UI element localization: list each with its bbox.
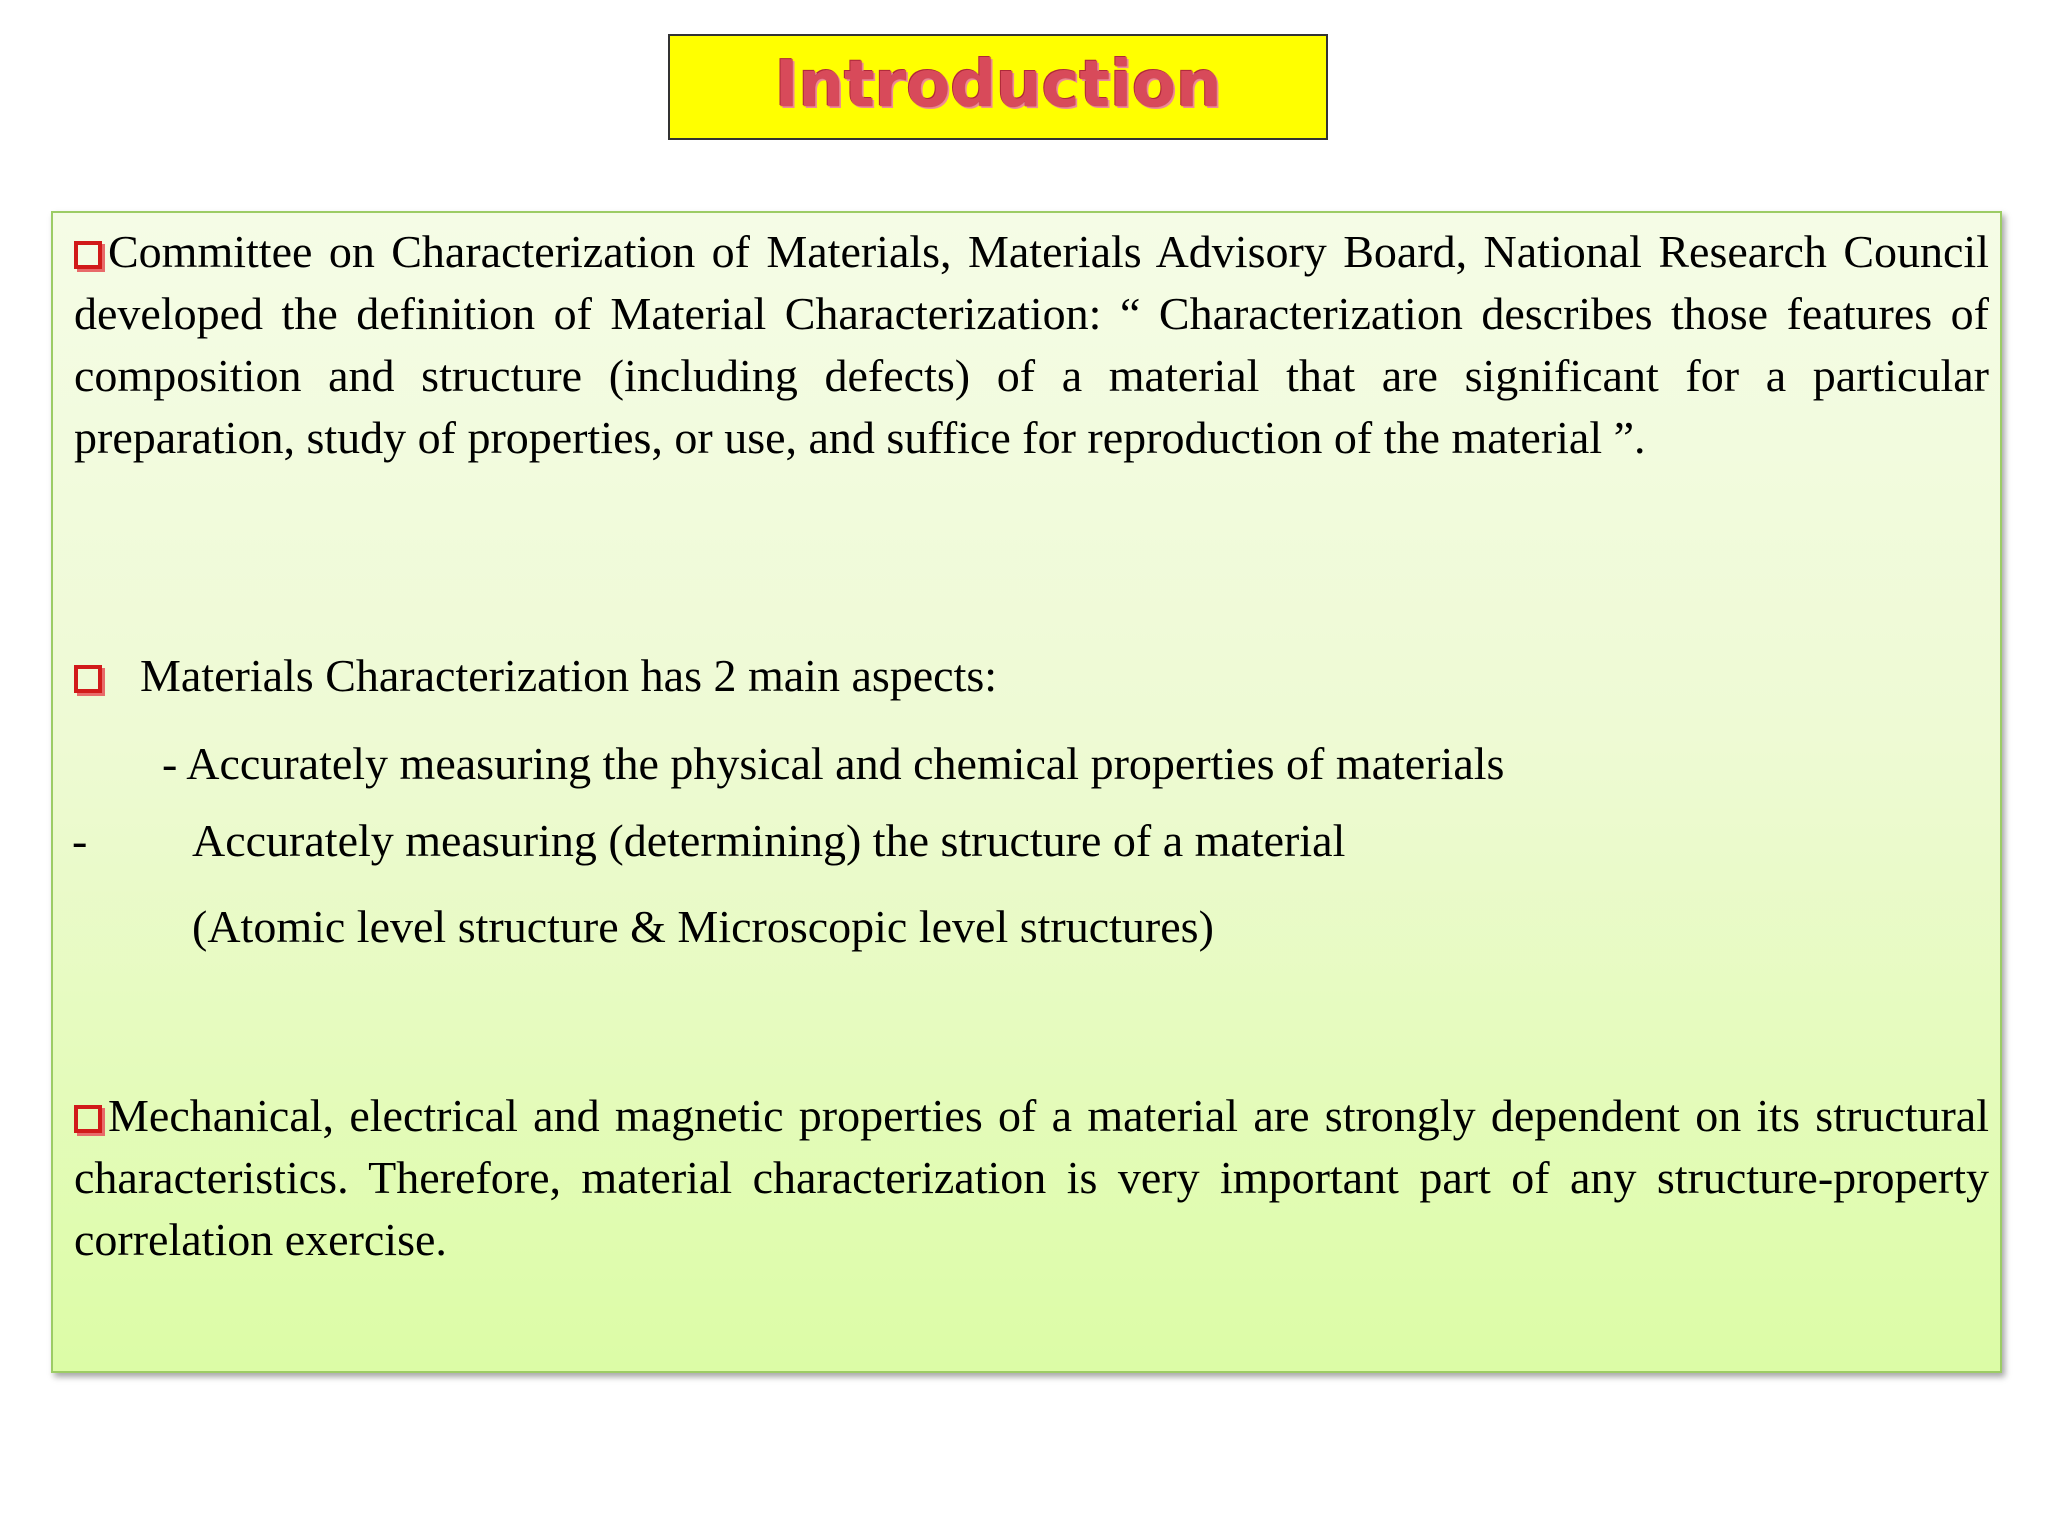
aspect-item-properties: - Accurately measuring the physical and chemical properties of materials (162, 738, 1505, 789)
page-title: Introduction (774, 48, 1222, 122)
aspect-item-structure: Accurately measuring (determining) the structure of a material (192, 815, 1346, 866)
checkbox-square-icon (74, 1105, 102, 1133)
aspects-heading-text: Materials Characterization has 2 main aspects: (140, 650, 998, 701)
paragraph-definition (74, 221, 1989, 469)
paragraph-definition-text: Committee on Characterization of Materials, Materials Advisory Board, National Research Council developed the definition of Material Characterization: “ Characterization describes those features of composition and structure (including defects) of a material that are significant for a particular preparation, study of properties, or use, and suffice for reproduction of the material ”. (74, 226, 1989, 463)
paragraph-importance-text: Mechanical, electrical and magnetic properties of a material are strongly dependent on its structural characteristics. Therefore, material characterization is very important part of any structure-property correlation exercise. (74, 1090, 1989, 1265)
title-banner (668, 34, 1328, 140)
aspects-heading (74, 645, 997, 707)
checkbox-square-icon (74, 241, 102, 269)
aspect-item-structure-detail: (Atomic level structure & Microscopic level structures) (192, 901, 1214, 952)
checkbox-square-icon (74, 665, 102, 693)
paragraph-importance (74, 1085, 1989, 1271)
aspect-item-dash: - (72, 815, 88, 866)
content-panel (51, 211, 2002, 1373)
